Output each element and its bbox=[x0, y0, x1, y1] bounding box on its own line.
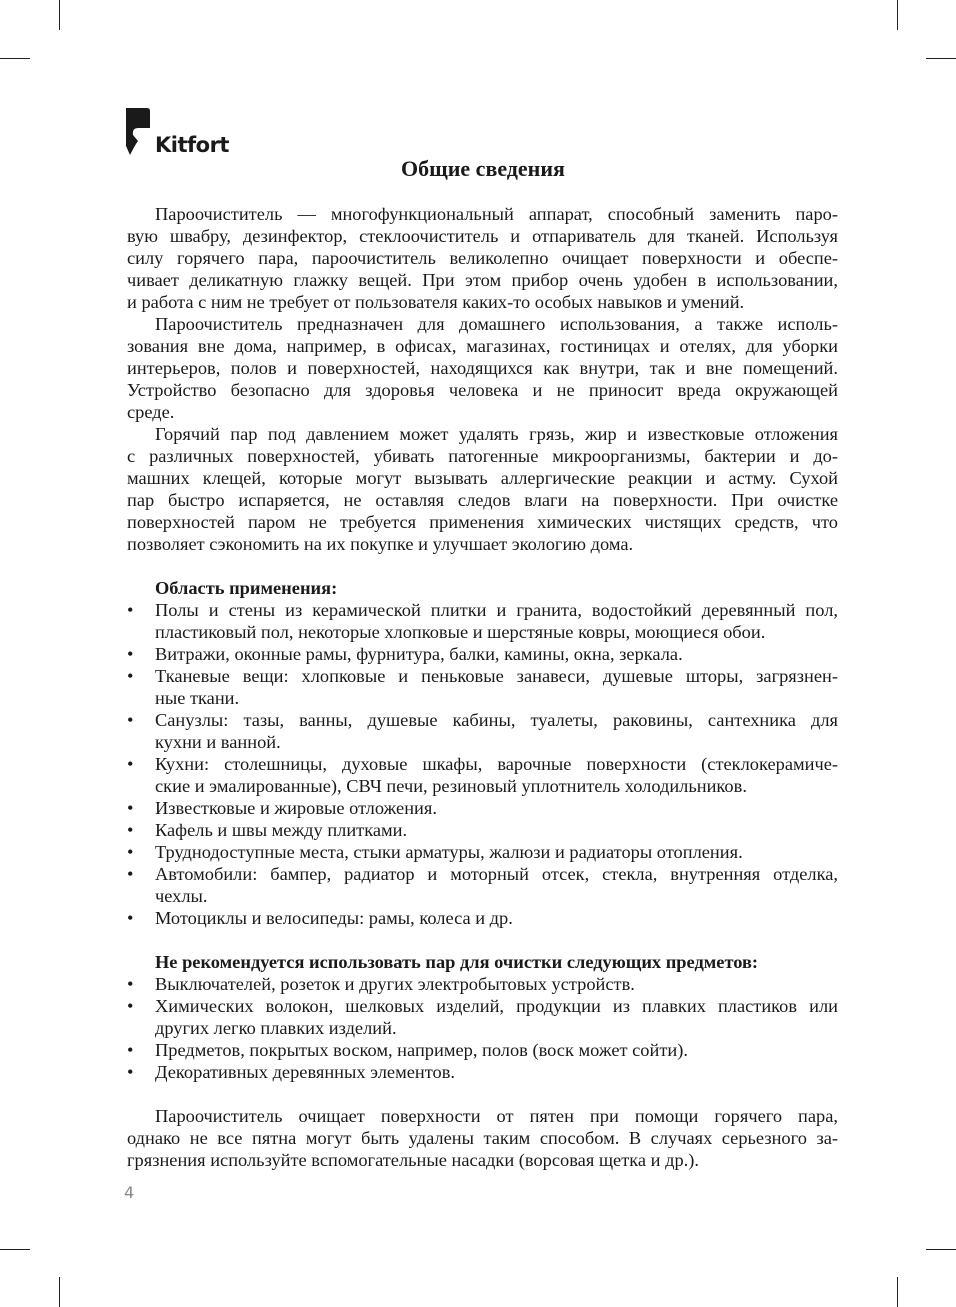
text-line: и работа с ним не требует от пользователя каких-то особых навыков и умений. bbox=[127, 292, 745, 312]
text-line: грязнения используйте вспомогательные насадки (ворсовая щетка и др.). bbox=[127, 1150, 699, 1170]
text-line: кухни и ванной. bbox=[155, 732, 281, 752]
text-line: машних клещей, которые могут вызывать аллергические реакции и астму. Сухой bbox=[127, 468, 838, 488]
text-line: зования вне дома, например, в офисах, магазинах, гостиницах и отелях, для уборки bbox=[127, 336, 838, 356]
list-item bbox=[127, 665, 838, 709]
list-item bbox=[127, 1039, 838, 1061]
document-body bbox=[127, 203, 838, 1171]
text-line: пар быстро испаряется, не оставляя следов влаги на поверхности. При очистке bbox=[127, 490, 838, 510]
list-item bbox=[127, 797, 838, 819]
crop-mark bbox=[0, 58, 30, 59]
text-line: Кухни: столешницы, духовые шкафы, варочные поверхности (стеклокерамиче- bbox=[155, 754, 838, 774]
list-item bbox=[127, 973, 838, 995]
text-line: Химических волокон, шелковых изделий, продукции из плавких пластиков или bbox=[155, 996, 838, 1016]
text-line: Предметов, покрытых воском, например, полов (воск может сойти). bbox=[155, 1040, 688, 1060]
text-line: Витражи, оконные рамы, фурнитура, балки, камины, окна, зеркала. bbox=[155, 644, 683, 664]
crop-mark bbox=[897, 0, 898, 30]
text-line: Тканевые вещи: хлопковые и пеньковые занавеси, душевые шторы, загрязнен- bbox=[155, 666, 838, 686]
text-line: поверхностей паром не требуется применения химических чистящих средств, что bbox=[127, 512, 838, 532]
text-line: интерьеров, полов и поверхностей, находящихся как внутри, так и вне помещений. bbox=[127, 358, 838, 378]
text-line: ные ткани. bbox=[155, 688, 240, 708]
list-item bbox=[127, 819, 838, 841]
text-line: Область применения: bbox=[155, 578, 338, 598]
text-line: Труднодоступные места, стыки арматуры, жалюзи и радиаторы отопления. bbox=[155, 842, 743, 862]
text-line: Устройство безопасно для здоровья человека и не приносит вреда окружающей bbox=[127, 380, 838, 400]
crop-mark bbox=[897, 1277, 898, 1307]
paragraph bbox=[127, 313, 838, 423]
bullet-icon: • bbox=[127, 974, 134, 994]
text-line: Мотоциклы и велосипеды: рамы, колеса и др. bbox=[155, 908, 513, 928]
text-line: вую швабру, дезинфектор, стеклоочиститель и отпариватель для тканей. Используя bbox=[127, 226, 838, 246]
brand-name: Kitfort bbox=[155, 133, 229, 157]
bullet-icon: • bbox=[127, 644, 134, 664]
paragraph bbox=[127, 423, 838, 555]
text-line: Пароочиститель — многофункциональный аппарат, способный заменить паро- bbox=[155, 204, 838, 224]
text-line: Известковые и жировые отложения. bbox=[155, 798, 437, 818]
text-line: чивает деликатную глажку вещей. При этом прибор очень удобен в использовании, bbox=[127, 270, 838, 290]
text-line: Горячий пар под давлением может удалять грязь, жир и известковые отложения bbox=[155, 424, 838, 444]
list-item bbox=[127, 907, 838, 929]
text-line: Кафель и швы между плитками. bbox=[155, 820, 408, 840]
bullet-icon: • bbox=[127, 820, 134, 840]
bullet-icon: • bbox=[127, 710, 134, 730]
crop-mark bbox=[59, 0, 60, 30]
bullet-icon: • bbox=[127, 908, 134, 928]
bullet-icon: • bbox=[127, 842, 134, 862]
bullet-icon: • bbox=[127, 600, 134, 620]
spacer bbox=[127, 929, 838, 951]
text-line: Выключателей, розеток и других электробытовых устройств. bbox=[155, 974, 635, 994]
text-line: ские и эмалированные), СВЧ печи, резиновый уплотнитель холодильников. bbox=[155, 776, 747, 796]
list-item bbox=[127, 753, 838, 797]
section-heading bbox=[127, 577, 838, 599]
list-item bbox=[127, 709, 838, 753]
paragraph bbox=[127, 1105, 838, 1171]
crop-mark bbox=[926, 1249, 956, 1250]
page-number: 4 bbox=[124, 1183, 135, 1202]
text-line: Декоративных деревянных элементов. bbox=[155, 1062, 455, 1082]
list-item bbox=[127, 841, 838, 863]
text-line: Не рекомендуется использовать пар для очистки следующих предметов: bbox=[155, 952, 759, 972]
spacer bbox=[127, 1083, 838, 1105]
crop-mark bbox=[926, 58, 956, 59]
list-item bbox=[127, 599, 838, 643]
list-item bbox=[127, 995, 838, 1039]
crop-mark bbox=[0, 1249, 30, 1250]
page-title: Общие сведения bbox=[401, 156, 565, 181]
text-line: чехлы. bbox=[155, 886, 208, 906]
text-line: Пароочиститель очищает поверхности от пятен при помощи горячего пара, bbox=[155, 1106, 838, 1126]
bullet-icon: • bbox=[127, 798, 134, 818]
spacer bbox=[127, 555, 838, 577]
bullet-icon: • bbox=[127, 1040, 134, 1060]
text-line: Санузлы: тазы, ванны, душевые кабины, туалеты, раковины, сантехника для bbox=[155, 710, 838, 730]
text-line: Пароочиститель предназначен для домашнего использования, а также исполь- bbox=[155, 314, 838, 334]
crop-mark bbox=[59, 1277, 60, 1307]
section-heading bbox=[127, 951, 838, 973]
text-line: Полы и стены из керамической плитки и гранита, водостойкий деревянный пол, bbox=[155, 600, 838, 620]
text-line: пластиковый пол, некоторые хлопковые и шерстяные ковры, моющиеся обои. bbox=[155, 622, 766, 642]
text-line: других легко плавких изделий. bbox=[155, 1018, 397, 1038]
text-line: Автомобили: бампер, радиатор и моторный отсек, стекла, внутренняя отделка, bbox=[155, 864, 838, 884]
paragraph bbox=[127, 203, 838, 313]
list-item bbox=[127, 643, 838, 665]
text-line: однако не все пятна могут быть удалены таким способом. В случаях серьезного за- bbox=[127, 1128, 838, 1148]
text-line: силу горячего пара, пароочиститель великолепно очищает поверхности и обеспе- bbox=[127, 248, 838, 268]
bullet-icon: • bbox=[127, 1062, 134, 1082]
list-item bbox=[127, 863, 838, 907]
bullet-icon: • bbox=[127, 996, 134, 1016]
bullet-icon: • bbox=[127, 666, 134, 686]
bullet-icon: • bbox=[127, 864, 134, 884]
text-line: с различных поверхностей, убивать патогенные микроорганизмы, бактерии и до- bbox=[127, 446, 838, 466]
bullet-icon: • bbox=[127, 754, 134, 774]
text-line: позволяет сэкономить на их покупке и улучшает экологию дома. bbox=[127, 534, 634, 554]
list-item bbox=[127, 1061, 838, 1083]
text-line: среде. bbox=[127, 402, 175, 422]
